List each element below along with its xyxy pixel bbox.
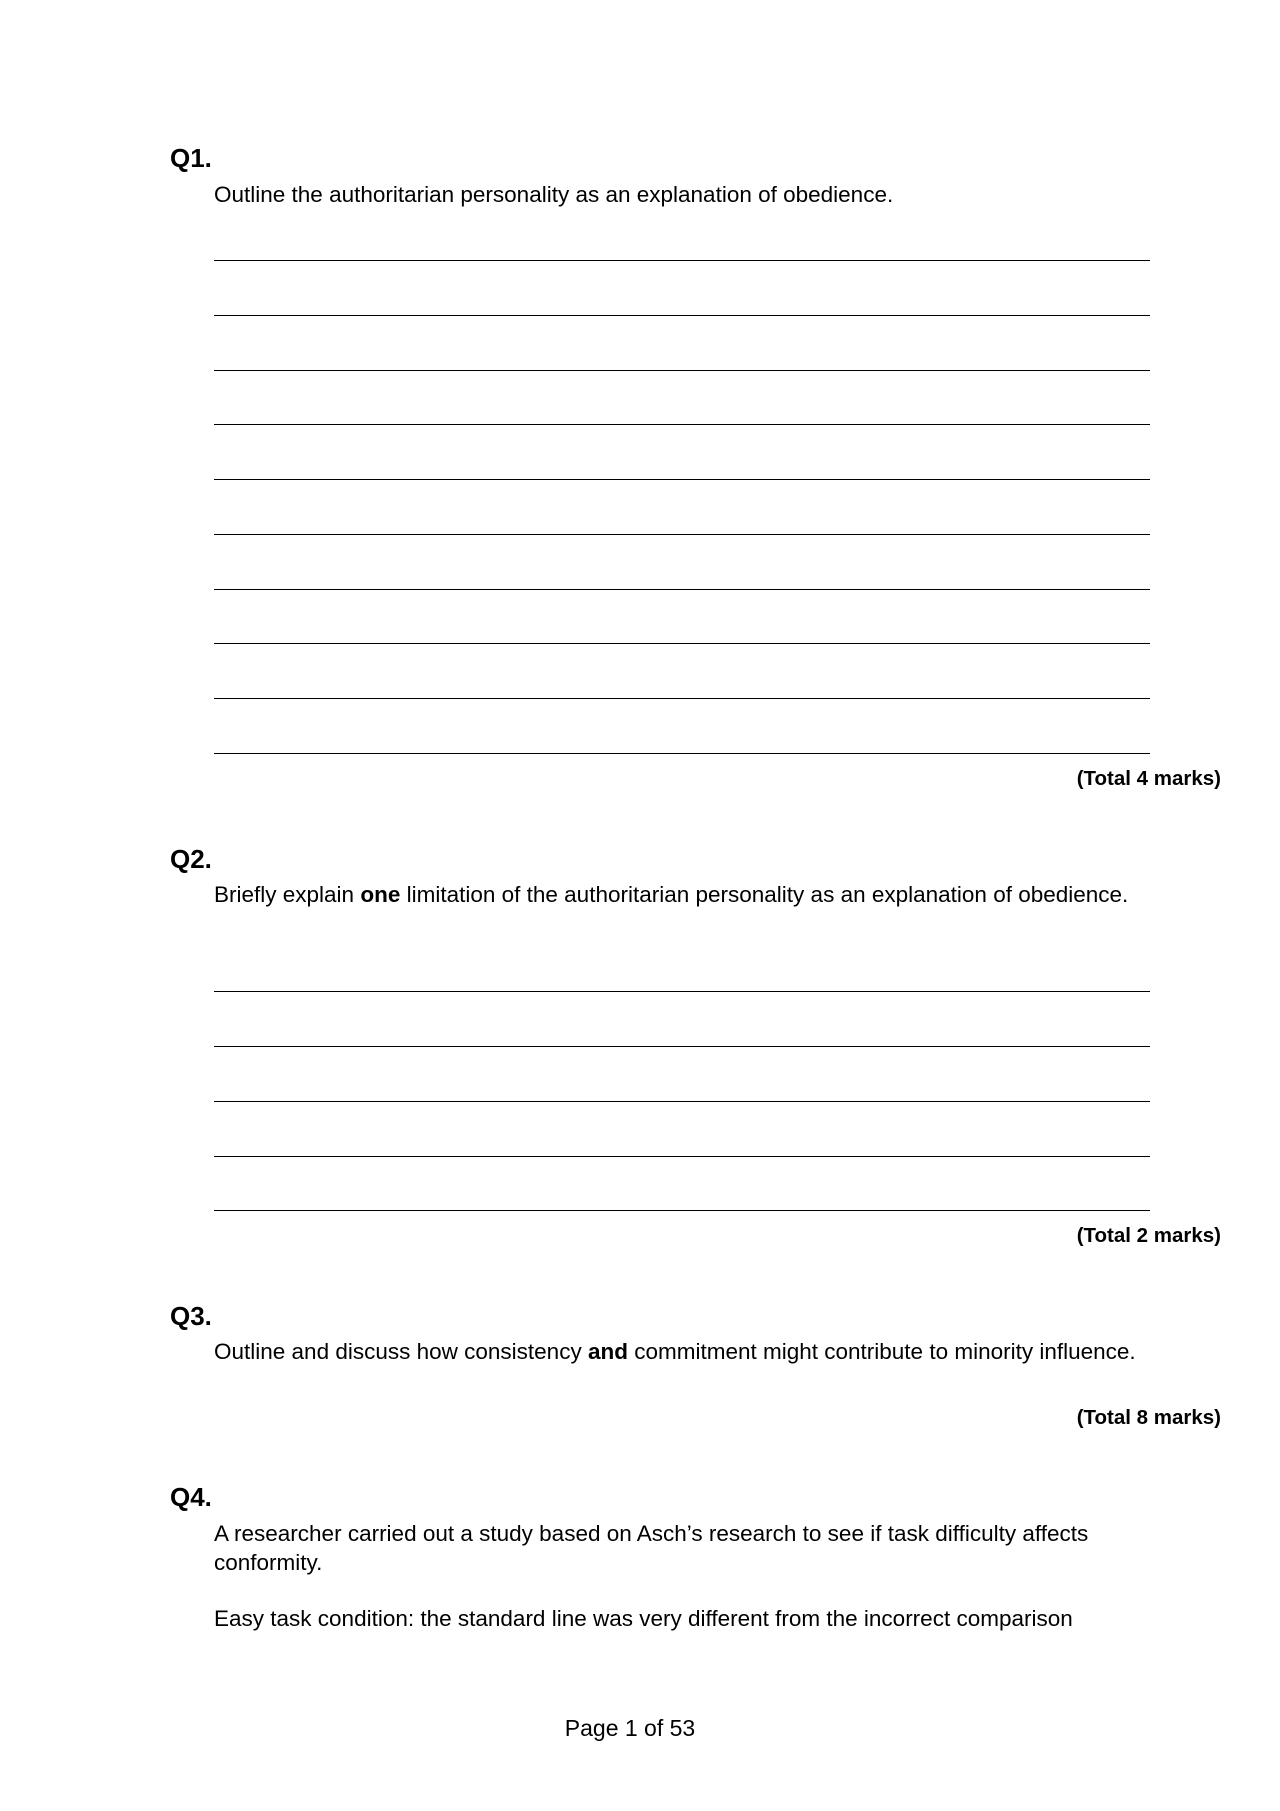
- answer-line[interactable]: [214, 1156, 1150, 1157]
- page-number: Page 1 of 53: [564, 1715, 696, 1741]
- question-1-marks: (Total 4 marks): [1076, 767, 1221, 790]
- question-1-text: Outline the authoritarian personality as an explanation of obedience.: [214, 182, 894, 207]
- answer-line[interactable]: [214, 534, 1150, 535]
- question-3-text-after: commitment might contribute to minority influence.: [627, 1339, 1136, 1364]
- question-2-text-after: limitation of the authoritarian personality as an explanation of obedience.: [400, 882, 1129, 907]
- question-4-text-2: Easy task condition: the standard line was very different from the incorrect comparison: [214, 1606, 1073, 1631]
- question-2-marks: (Total 2 marks): [1076, 1224, 1221, 1247]
- answer-line[interactable]: [214, 1101, 1150, 1102]
- question-1-number: Q1.: [170, 143, 212, 173]
- answer-line[interactable]: [214, 753, 1150, 754]
- question-3-text-before: Outline and discuss how consistency: [214, 1339, 588, 1364]
- question-2-text-emphasis: one: [360, 882, 401, 907]
- question-3-text: [214, 1337, 1154, 1366]
- question-2-text-before: Briefly explain: [214, 882, 361, 907]
- answer-line[interactable]: [214, 260, 1150, 261]
- answer-line[interactable]: [214, 698, 1150, 699]
- answer-line[interactable]: [214, 424, 1150, 425]
- answer-line[interactable]: [214, 1210, 1150, 1211]
- question-2-text: [214, 880, 1154, 909]
- answer-line[interactable]: [214, 1046, 1150, 1047]
- answer-line[interactable]: [214, 479, 1150, 480]
- question-4-number: Q4.: [170, 1482, 212, 1512]
- question-4-text: A researcher carried out a study based on Asch’s research to see if task difficulty affects conformity.: [214, 1521, 1089, 1575]
- answer-line[interactable]: [214, 589, 1150, 590]
- answer-line[interactable]: [214, 991, 1150, 992]
- question-3-number: Q3.: [170, 1301, 212, 1331]
- answer-line[interactable]: [214, 315, 1150, 316]
- question-3-marks: (Total 8 marks): [1076, 1406, 1221, 1429]
- answer-line[interactable]: [214, 643, 1150, 644]
- answer-line[interactable]: [214, 370, 1150, 371]
- question-3-text-emphasis: and: [587, 1339, 628, 1364]
- question-2-number: Q2.: [170, 844, 212, 874]
